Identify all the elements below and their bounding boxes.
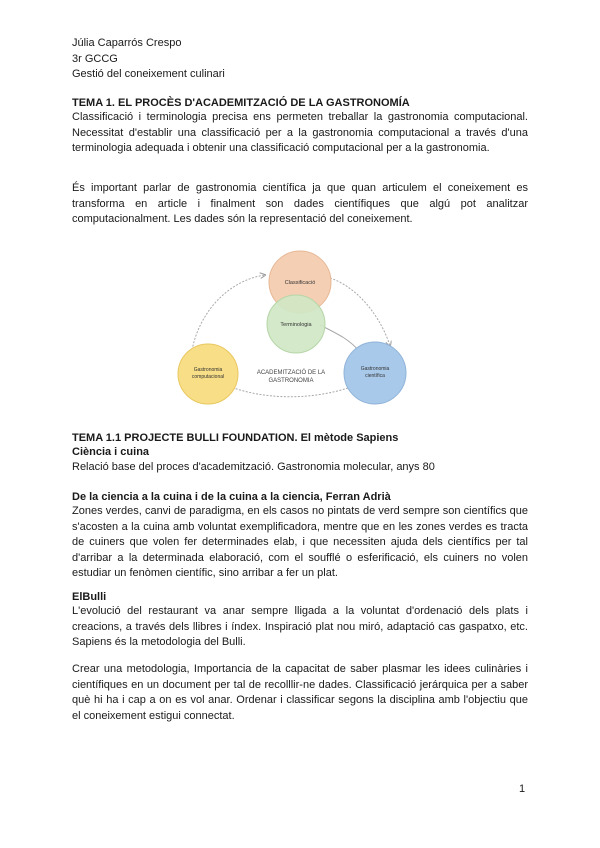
label-terminologia: Terminologia bbox=[280, 322, 312, 328]
subsection-elbulli: ElBulli bbox=[72, 591, 107, 603]
arrow-right-to-left bbox=[228, 386, 348, 397]
subsection-ferran-adria: De la ciencia a la cuina i de la cuina a la ciencia, Ferran Adrià bbox=[72, 491, 391, 503]
subsection-elbulli-text-1: L'evolució del restaurant va anar sempre lligada a la voluntat d'ordenació dels plats i creacions, a través dels llibres i índex. Inspiració plat nou miró, adaptació cas gaspatxo, etc. Sapiens és la metodologia del Bulli. bbox=[72, 605, 528, 648]
section1-paragraph-2: És important parlar de gastronomia científica ja que quan articulem el coneixement es transforma en article i finalment son dades científiques que algú pot analitzar computacionalment. Les dades són la representació del coneixement. bbox=[72, 182, 528, 225]
section1-title: TEMA 1. EL PROCÈS D'ACADEMITZACIÓ DE LA GASTRONOMÍA bbox=[72, 97, 410, 109]
arrow-center-to-right bbox=[320, 325, 360, 352]
arrow-left-to-top bbox=[192, 275, 265, 350]
arrow-top-to-right bbox=[330, 278, 390, 346]
caption-line-1: ACADEMITZACIÓ DE LA bbox=[256, 370, 326, 376]
academization-diagram bbox=[170, 240, 430, 410]
subject-label: Gestió del coneixement culinari bbox=[72, 68, 225, 80]
label-cientifica-2: científica bbox=[365, 373, 385, 379]
author-name: Júlia Caparrós Crespo bbox=[72, 37, 182, 49]
subsection-ciencia-cuina: Ciència i cuina bbox=[72, 446, 150, 458]
course-label: 3r GCCG bbox=[72, 53, 118, 65]
label-cientifica-1: Gastronomia bbox=[360, 366, 390, 372]
section1-paragraph-1: Classificació i terminologia precisa ens permeten treballar la gastronomia computacional. Necessitat d'establir una classificació per a la gastronomia computacional a través d'una terminologia adequada i obtenir una classificació computacional per a la gastronomia. bbox=[72, 111, 528, 154]
caption-line-2: GASTRONOMIA bbox=[268, 378, 314, 384]
label-computacional-2: computacional bbox=[191, 374, 225, 380]
section2-title: TEMA 1.1 PROJECTE BULLI FOUNDATION. El mètode Sapiens bbox=[72, 432, 399, 444]
page-number: 1 bbox=[519, 783, 526, 795]
subsection-elbulli-text-2: Crear una metodologia, Importancia de la capacitat de saber plasmar les idees culinàries i científiques en un document per tal de recolllir-ne dades. Classificació jerárquica per a saber què hi ha i cap a on es vol anar. Ordenar i classificar segons la disciplina amb l'objectiu que el coneixement estigui connectat. bbox=[72, 663, 528, 722]
subsection-ferran-adria-text: Zones verdes, canvi de paradigma, en els casos no pintats de verd sempre son científics que s'acosten a la cuina amb voluntat exemplificadora, mentre que en les zones verdes es tracta de cuiners que volen fer determinades elab, i que necessiten ajuda dels científics per tal d'arribar a la determinada elaboració, com el soufflé o esferificació, els cuiners no volen estudiar un fenòmen científic, sino arribar a fer un plat. bbox=[72, 505, 528, 579]
label-computacional-1: Gastronomia bbox=[193, 367, 223, 373]
label-classificacio: Classificació bbox=[284, 280, 316, 286]
subsection-ciencia-cuina-text: Relació base del proces d'academització. Gastronomia molecular, anys 80 bbox=[72, 461, 435, 473]
